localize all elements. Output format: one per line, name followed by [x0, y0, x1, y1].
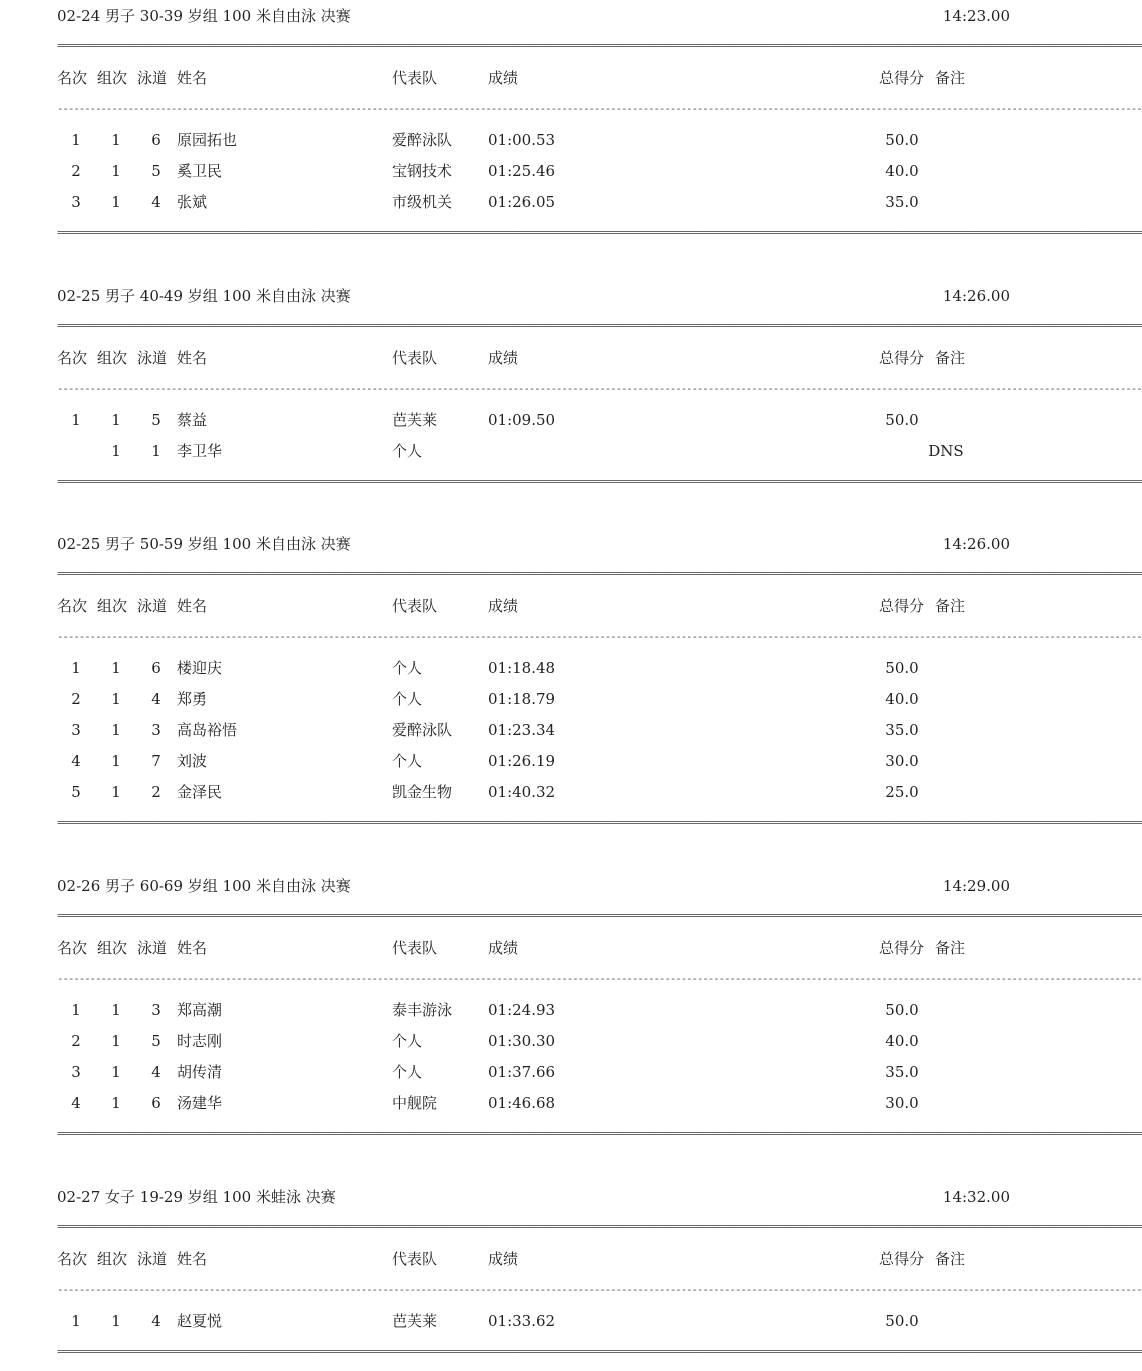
- double-rule-bottom: ========================================================================================================================================================================================================: [57, 475, 1142, 488]
- header-team: 代表队: [392, 939, 438, 957]
- cell-score: 40.0: [885, 162, 919, 180]
- cell-score: 50.0: [885, 1312, 919, 1330]
- event-title: 02-24 男子 30-39 岁组 100 米自由泳 决赛: [57, 7, 351, 25]
- cell-group: 1: [111, 162, 121, 180]
- cell-score: 50.0: [885, 659, 919, 677]
- cell-team: 个人: [392, 442, 423, 460]
- header-note: 备注: [935, 1250, 966, 1268]
- header-rank: 名次: [57, 597, 88, 615]
- header-score: 总得分: [879, 1250, 925, 1268]
- header-lane: 泳道: [137, 349, 168, 367]
- header-group: 组次: [97, 1250, 128, 1268]
- cell-team: 宝钢技术: [392, 162, 453, 180]
- dash-rule: --------------------------------------------------------------------------------------------------------------------------------------------------------------------------------------------------------: [57, 382, 1142, 395]
- cell-rank: 3: [71, 721, 81, 739]
- header-score: 总得分: [879, 69, 925, 87]
- cell-team: 凯金生物: [392, 783, 453, 801]
- cell-result: 01:24.93: [488, 1001, 556, 1019]
- header-rank: 名次: [57, 1250, 88, 1268]
- header-result: 成绩: [488, 69, 519, 87]
- cell-group: 1: [111, 1032, 121, 1050]
- cell-lane: 4: [151, 690, 161, 708]
- double-rule-bottom: ========================================================================================================================================================================================================: [57, 1345, 1142, 1358]
- header-group: 组次: [97, 597, 128, 615]
- cell-team: 个人: [392, 1032, 423, 1050]
- cell-name: 高岛裕悟: [177, 721, 238, 739]
- cell-name: 汤建华: [177, 1094, 223, 1112]
- cell-name: 蔡益: [177, 411, 208, 429]
- cell-rank: 2: [71, 1032, 81, 1050]
- header-note: 备注: [935, 939, 966, 957]
- cell-lane: 6: [151, 659, 161, 677]
- cell-score: 50.0: [885, 131, 919, 149]
- cell-score: 30.0: [885, 1094, 919, 1112]
- cell-group: 1: [111, 721, 121, 739]
- cell-group: 1: [111, 659, 121, 677]
- event-title: 02-27 女子 19-29 岁组 100 米蛙泳 决赛: [57, 1188, 336, 1206]
- cell-score: 35.0: [885, 193, 919, 211]
- cell-lane: 4: [151, 1063, 161, 1081]
- cell-result: 01:25.46: [488, 162, 556, 180]
- cell-name: 张斌: [177, 193, 208, 211]
- header-score: 总得分: [879, 939, 925, 957]
- cell-group: 1: [111, 690, 121, 708]
- event-title: 02-26 男子 60-69 岁组 100 米自由泳 决赛: [57, 877, 351, 895]
- cell-rank: 1: [71, 131, 81, 149]
- cell-name: 刘波: [177, 752, 208, 770]
- event-time: 14:29.00: [942, 877, 1010, 895]
- header-rank: 名次: [57, 939, 88, 957]
- cell-name: 楼迎庆: [177, 659, 223, 677]
- header-note: 备注: [935, 349, 966, 367]
- cell-group: 1: [111, 1063, 121, 1081]
- header-lane: 泳道: [137, 69, 168, 87]
- cell-score: 35.0: [885, 1063, 919, 1081]
- cell-score: 35.0: [885, 721, 919, 739]
- header-result: 成绩: [488, 597, 519, 615]
- cell-group: 1: [111, 752, 121, 770]
- cell-result: 01:30.30: [488, 1032, 556, 1050]
- double-rule-bottom: ========================================================================================================================================================================================================: [57, 816, 1142, 829]
- header-lane: 泳道: [137, 1250, 168, 1268]
- cell-rank: 1: [71, 659, 81, 677]
- header-name: 姓名: [177, 597, 208, 615]
- cell-team: 个人: [392, 659, 423, 677]
- cell-score: 40.0: [885, 1032, 919, 1050]
- cell-score: 40.0: [885, 690, 919, 708]
- cell-lane: 7: [151, 752, 161, 770]
- cell-lane: 4: [151, 193, 161, 211]
- cell-rank: 5: [71, 783, 81, 801]
- cell-lane: 6: [151, 1094, 161, 1112]
- cell-team: 个人: [392, 752, 423, 770]
- dash-rule: --------------------------------------------------------------------------------------------------------------------------------------------------------------------------------------------------------: [57, 1283, 1142, 1296]
- event-time: 14:26.00: [942, 287, 1010, 305]
- cell-result: 01:00.53: [488, 131, 556, 149]
- cell-result: 01:09.50: [488, 411, 556, 429]
- cell-name: 金泽民: [177, 783, 223, 801]
- header-result: 成绩: [488, 939, 519, 957]
- header-name: 姓名: [177, 939, 208, 957]
- cell-team: 中舰院: [392, 1094, 438, 1112]
- header-note: 备注: [935, 597, 966, 615]
- cell-group: 1: [111, 783, 121, 801]
- header-group: 组次: [97, 349, 128, 367]
- double-rule: ========================================================================================================================================================================================================: [57, 319, 1142, 332]
- header-team: 代表队: [392, 69, 438, 87]
- dash-rule: --------------------------------------------------------------------------------------------------------------------------------------------------------------------------------------------------------: [57, 630, 1142, 643]
- cell-rank: 3: [71, 1063, 81, 1081]
- cell-group: 1: [111, 1001, 121, 1019]
- cell-rank: 1: [71, 1312, 81, 1330]
- double-rule: ========================================================================================================================================================================================================: [57, 909, 1142, 922]
- event-time: 14:32.00: [942, 1188, 1010, 1206]
- event-title: 02-25 男子 50-59 岁组 100 米自由泳 决赛: [57, 535, 351, 553]
- cell-result: 01:26.19: [488, 752, 556, 770]
- cell-name: 赵夏悦: [177, 1312, 223, 1330]
- header-name: 姓名: [177, 349, 208, 367]
- cell-name: 郑高潮: [177, 1001, 223, 1019]
- header-score: 总得分: [879, 349, 925, 367]
- cell-lane: 6: [151, 131, 161, 149]
- cell-team: 爱醉泳队: [392, 721, 453, 739]
- double-rule: ========================================================================================================================================================================================================: [57, 567, 1142, 580]
- header-name: 姓名: [177, 1250, 208, 1268]
- cell-score: 25.0: [885, 783, 919, 801]
- cell-name: 时志刚: [177, 1032, 223, 1050]
- cell-name: 奚卫民: [177, 162, 223, 180]
- cell-rank: 4: [71, 752, 81, 770]
- cell-name: 郑勇: [177, 690, 208, 708]
- header-team: 代表队: [392, 1250, 438, 1268]
- cell-result: 01:18.79: [488, 690, 556, 708]
- cell-result: 01:46.68: [488, 1094, 556, 1112]
- double-rule-bottom: ========================================================================================================================================================================================================: [57, 1127, 1142, 1140]
- cell-rank: 2: [71, 162, 81, 180]
- cell-lane: 3: [151, 721, 161, 739]
- cell-result: 01:40.32: [488, 783, 556, 801]
- header-lane: 泳道: [137, 939, 168, 957]
- cell-group: 1: [111, 1094, 121, 1112]
- cell-lane: 1: [151, 442, 161, 460]
- cell-team: 泰丰游泳: [392, 1001, 453, 1019]
- header-note: 备注: [935, 69, 966, 87]
- dash-rule: --------------------------------------------------------------------------------------------------------------------------------------------------------------------------------------------------------: [57, 972, 1142, 985]
- cell-result: 01:37.66: [488, 1063, 556, 1081]
- cell-lane: 4: [151, 1312, 161, 1330]
- cell-lane: 5: [151, 411, 161, 429]
- cell-rank: 1: [71, 411, 81, 429]
- cell-team: 芭芙莱: [392, 411, 438, 429]
- cell-team: 芭芙莱: [392, 1312, 438, 1330]
- cell-result: 01:23.34: [488, 721, 556, 739]
- event-time: 14:23.00: [942, 7, 1010, 25]
- cell-lane: 5: [151, 162, 161, 180]
- cell-team: 市级机关: [392, 193, 453, 211]
- cell-group: 1: [111, 131, 121, 149]
- cell-result: 01:26.05: [488, 193, 556, 211]
- cell-group: 1: [111, 442, 121, 460]
- cell-lane: 5: [151, 1032, 161, 1050]
- cell-name: 原园拓也: [177, 131, 238, 149]
- cell-result: 01:33.62: [488, 1312, 556, 1330]
- double-rule: ========================================================================================================================================================================================================: [57, 1220, 1142, 1233]
- cell-group: 1: [111, 1312, 121, 1330]
- dash-rule: --------------------------------------------------------------------------------------------------------------------------------------------------------------------------------------------------------: [57, 102, 1142, 115]
- header-result: 成绩: [488, 1250, 519, 1268]
- header-rank: 名次: [57, 69, 88, 87]
- cell-note: DNS: [928, 442, 964, 460]
- event-time: 14:26.00: [942, 535, 1010, 553]
- cell-team: 爱醉泳队: [392, 131, 453, 149]
- cell-result: 01:18.48: [488, 659, 556, 677]
- cell-score: 30.0: [885, 752, 919, 770]
- cell-team: 个人: [392, 690, 423, 708]
- event-title: 02-25 男子 40-49 岁组 100 米自由泳 决赛: [57, 287, 351, 305]
- cell-name: 胡传清: [177, 1063, 223, 1081]
- header-result: 成绩: [488, 349, 519, 367]
- header-team: 代表队: [392, 349, 438, 367]
- header-lane: 泳道: [137, 597, 168, 615]
- double-rule: ========================================================================================================================================================================================================: [57, 39, 1142, 52]
- header-name: 姓名: [177, 69, 208, 87]
- header-rank: 名次: [57, 349, 88, 367]
- header-score: 总得分: [879, 597, 925, 615]
- cell-lane: 3: [151, 1001, 161, 1019]
- header-team: 代表队: [392, 597, 438, 615]
- cell-score: 50.0: [885, 1001, 919, 1019]
- cell-group: 1: [111, 411, 121, 429]
- cell-name: 李卫华: [177, 442, 223, 460]
- cell-team: 个人: [392, 1063, 423, 1081]
- cell-group: 1: [111, 193, 121, 211]
- cell-rank: 2: [71, 690, 81, 708]
- double-rule-bottom: ========================================================================================================================================================================================================: [57, 226, 1142, 239]
- cell-rank: 4: [71, 1094, 81, 1112]
- header-group: 组次: [97, 939, 128, 957]
- header-group: 组次: [97, 69, 128, 87]
- cell-score: 50.0: [885, 411, 919, 429]
- cell-lane: 2: [151, 783, 161, 801]
- cell-rank: 1: [71, 1001, 81, 1019]
- cell-rank: 3: [71, 193, 81, 211]
